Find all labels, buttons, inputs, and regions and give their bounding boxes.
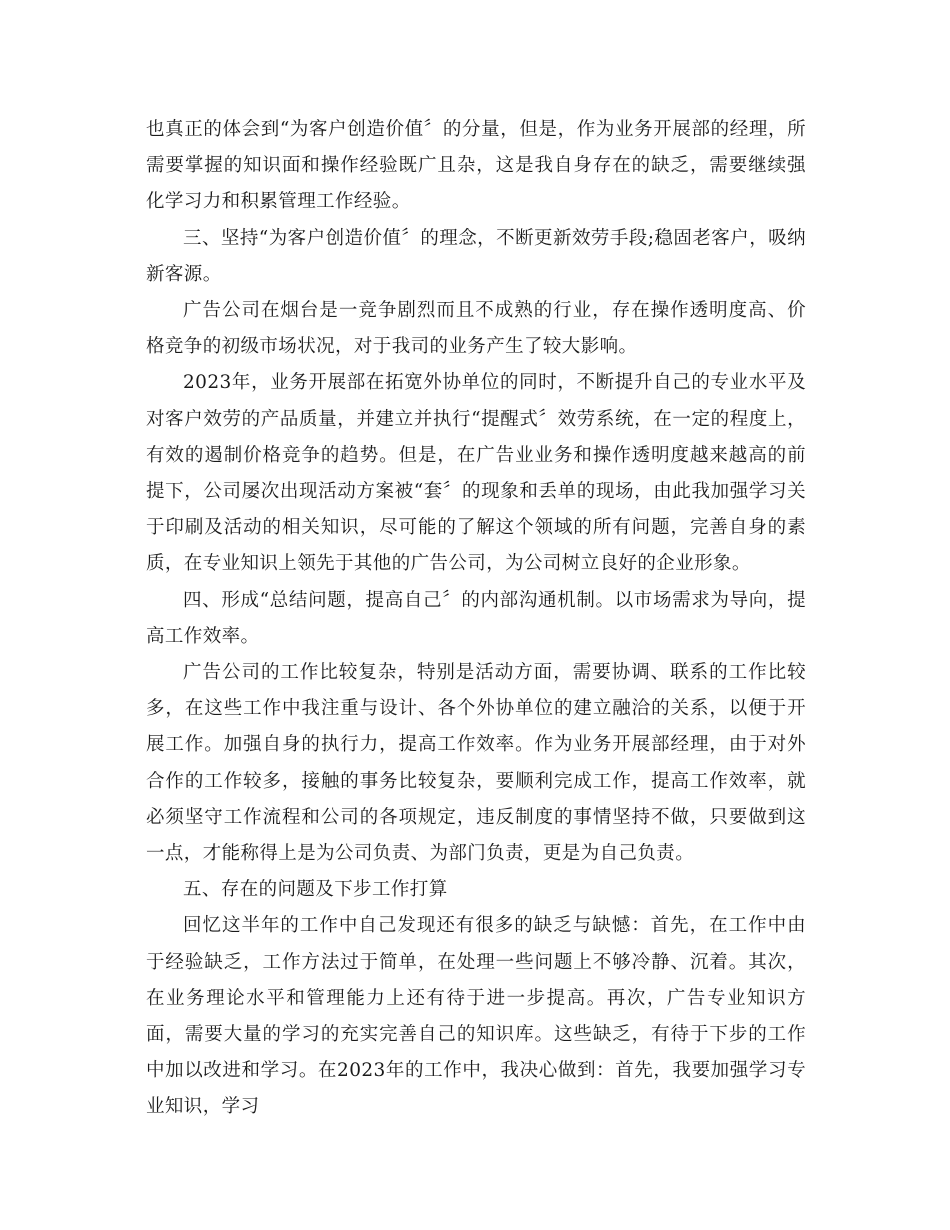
section-heading-five: 五、存在的问题及下步工作打算 <box>183 879 448 901</box>
section-heading-four: 四、形成“总结问题，提高自己〞的内部沟通机制。以市场需求为导向，提高工作效率。 <box>146 589 806 647</box>
paragraph-continuation: 也真正的体会到“为客户创造价值〞的分量，但是，作为业务开展部的经理，所需要掌握的知识面和操作经验既广且杂，这是我自身存在的缺乏，需要继续强化学习力和积累管理工作经验。 <box>146 119 806 213</box>
paragraph-market-situation: 广告公司在烟台是一竞争剧烈而且不成熟的行业，存在操作透明度高、价格竞争的初级市场状况，对于我司的业务产生了较大影响。 <box>146 300 806 358</box>
section-heading-three: 三、坚持“为客户创造价值〞的理念，不断更新效劳手段;稳固老客户，吸纳新客源。 <box>146 227 806 285</box>
paragraph-work-efficiency: 广告公司的工作比较复杂，特别是活动方面，需要协调、联系的工作比较多，在这些工作中我注重与设计、各个外协单位的建立融洽的关系，以便于开展工作。加强自身的执行力，提高工作效率。作为业务开展部经理，由于对外合作的工作较多，接触的事务比较复杂，要顺利完成工作，提高工作效率，就必须坚守工作流程和公司的各项规定，违反制度的事情坚持不做，只要做到这一点，才能称得上是为公司负责、为部门负责，更是为自己负责。 <box>146 662 806 865</box>
document-body <box>146 112 806 1126</box>
paragraph-2023-business: 2023年，业务开展部在拓宽外协单位的同时，不断提升自己的专业水平及对客户效劳的产品质量，并建立并执行“提醒式〞效劳系统，在一定的程度上，有效的遏制价格竞争的趋势。但是，在广告业业务和操作透明度越来越高的前提下，公司屡次出现活动方案被“套〞的现象和丢单的现场，由此我加强学习关于印刷及活动的相关知识，尽可能的了解这个领域的所有问题，完善自身的素质，在专业知识上领先于其他的广告公司，为公司树立良好的企业形象。 <box>146 372 806 575</box>
paragraph-problems-plan: 回忆这半年的工作中自己发现还有很多的缺乏与缺憾：首先，在工作中由于经验缺乏，工作方法过于简单，在处理一些问题上不够冷静、沉着。其次，在业务理论水平和管理能力上还有待于进一步提高。再次，广告专业知识方面，需要大量的学习的充实完善自己的知识库。这些缺乏，有待于下步的工作中加以改进和学习。在2023年的工作中，我决心做到：首先，我要加强学习专业知识，学习 <box>146 915 806 1118</box>
